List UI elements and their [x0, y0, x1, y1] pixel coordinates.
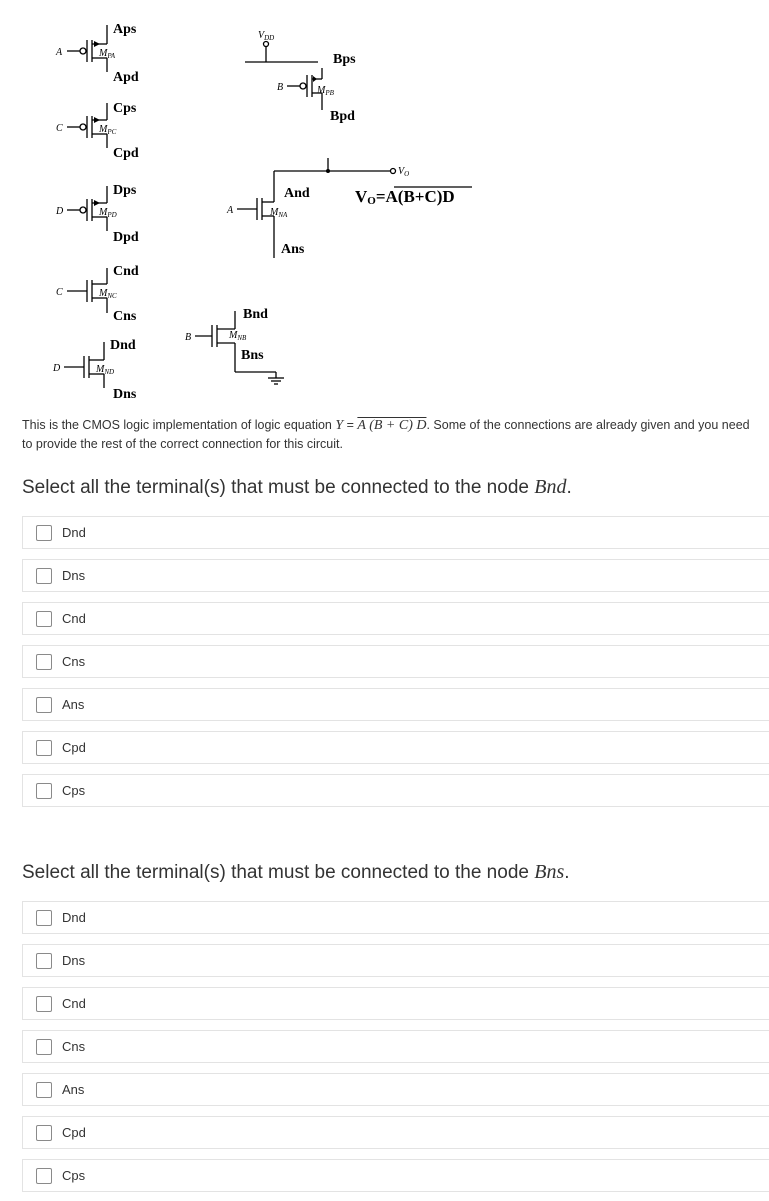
checkbox[interactable]: [36, 1039, 52, 1055]
input-c-label: C: [56, 287, 63, 298]
input-d-label: D: [53, 363, 61, 374]
terminal-apd: Apd: [113, 70, 139, 85]
question-bns: Select all the terminal(s) that must be connected to the node Bns.: [22, 861, 570, 883]
equation-y: Y: [335, 418, 344, 433]
equation-label: VO=A(B+C)D: [355, 187, 455, 207]
checkbox[interactable]: [36, 1125, 52, 1141]
option-label: Cns: [62, 654, 86, 669]
prompt-text: This is the CMOS logic implementation of logic equation: [22, 418, 336, 432]
terminal-dns: Dns: [113, 387, 137, 402]
terminal-cpd: Cpd: [113, 146, 139, 161]
option-dns[interactable]: [22, 944, 769, 977]
mnd-label: $M_{ND}$: [96, 364, 115, 376]
terminal-dps: Dps: [113, 183, 137, 198]
vdd-label: $V_{DD}$: [258, 30, 275, 42]
option-dns[interactable]: [22, 559, 769, 592]
node-name: Bnd: [534, 476, 567, 498]
option-label: Ans: [62, 1082, 85, 1097]
option-label: Cnd: [62, 611, 86, 626]
option-cpd[interactable]: [22, 1116, 769, 1149]
terminal-cps: Cps: [113, 101, 137, 116]
option-dnd[interactable]: [22, 901, 769, 934]
checkbox[interactable]: [36, 1168, 52, 1184]
checkbox[interactable]: [36, 611, 52, 627]
mnc-label: $M_{NC}$: [99, 288, 117, 300]
mpa-label: $M_{PA}$: [99, 48, 115, 60]
terminal-dnd: Dnd: [110, 338, 136, 353]
option-label: Cnd: [62, 996, 86, 1011]
checkbox[interactable]: [36, 910, 52, 926]
input-a-label: A: [227, 205, 234, 216]
option-dnd[interactable]: [22, 516, 769, 549]
option-label: Cps: [62, 1168, 86, 1183]
input-b-label: B: [185, 332, 192, 343]
equation-body: A (B + C) D: [357, 418, 427, 433]
terminal-aps: Aps: [113, 22, 137, 37]
option-ans[interactable]: [22, 688, 769, 721]
option-label: Cpd: [62, 740, 86, 755]
terminal-ans: Ans: [281, 242, 305, 257]
checkbox[interactable]: [36, 525, 52, 541]
input-b-label: B: [277, 82, 284, 93]
option-label: Cps: [62, 783, 86, 798]
terminal-bps: Bps: [333, 52, 356, 67]
arrow-icon: [94, 117, 100, 123]
option-cns[interactable]: [22, 1030, 769, 1063]
checkbox[interactable]: [36, 996, 52, 1012]
option-label: Cns: [62, 1039, 86, 1054]
checkbox[interactable]: [36, 654, 52, 670]
checkbox[interactable]: [36, 783, 52, 799]
checkbox[interactable]: [36, 1082, 52, 1098]
junction-dot: [326, 169, 330, 173]
option-cps[interactable]: [22, 774, 769, 807]
terminal-bpd: Bpd: [330, 109, 355, 124]
mna-label: $M_{NA}$: [270, 207, 288, 219]
terminal-bns: Bns: [241, 348, 264, 363]
mpc-label: $M_{PC}$: [99, 124, 117, 136]
input-a-label: A: [56, 47, 63, 58]
terminal-cns: Cns: [113, 309, 137, 324]
option-cnd[interactable]: [22, 602, 769, 635]
checkbox[interactable]: [36, 740, 52, 756]
arrow-icon: [313, 76, 317, 82]
terminal-bnd: Bnd: [243, 307, 268, 322]
option-ans[interactable]: [22, 1073, 769, 1106]
prompt-text: . Some of the connections are already given and you need to provide the rest of the correct connection for this circuit.: [22, 418, 750, 451]
terminal-and: And: [284, 186, 310, 201]
circuit-diagram: [0, 0, 769, 410]
option-cns[interactable]: [22, 645, 769, 678]
option-label: Dnd: [62, 525, 86, 540]
terminal-cnd: Cnd: [113, 264, 139, 279]
option-cnd[interactable]: [22, 987, 769, 1020]
node-name: Bns: [534, 861, 565, 883]
option-cps[interactable]: [22, 1159, 769, 1192]
question-bnd: Select all the terminal(s) that must be connected to the node Bnd.: [22, 476, 572, 498]
checkbox[interactable]: [36, 697, 52, 713]
option-label: Dnd: [62, 910, 86, 925]
output-label: $V_O$: [398, 166, 410, 178]
mnb-label: $M_{NB}$: [229, 330, 247, 342]
option-label: Cpd: [62, 1125, 86, 1140]
option-label: Dns: [62, 568, 86, 583]
mpd-label: $M_{PD}$: [99, 207, 117, 219]
input-d-label: D: [56, 206, 64, 217]
option-label: Dns: [62, 953, 86, 968]
checkbox[interactable]: [36, 953, 52, 969]
mpb-label: $M_{PB}$: [317, 85, 334, 97]
option-label: Ans: [62, 697, 85, 712]
arrow-icon: [94, 41, 100, 47]
checkbox[interactable]: [36, 568, 52, 584]
equation-equals: =: [343, 418, 358, 432]
input-c-label: C: [56, 123, 63, 134]
question-prompt: [22, 416, 762, 454]
terminal-dpd: Dpd: [113, 230, 139, 245]
arrow-icon: [94, 200, 100, 206]
option-cpd[interactable]: [22, 731, 769, 764]
